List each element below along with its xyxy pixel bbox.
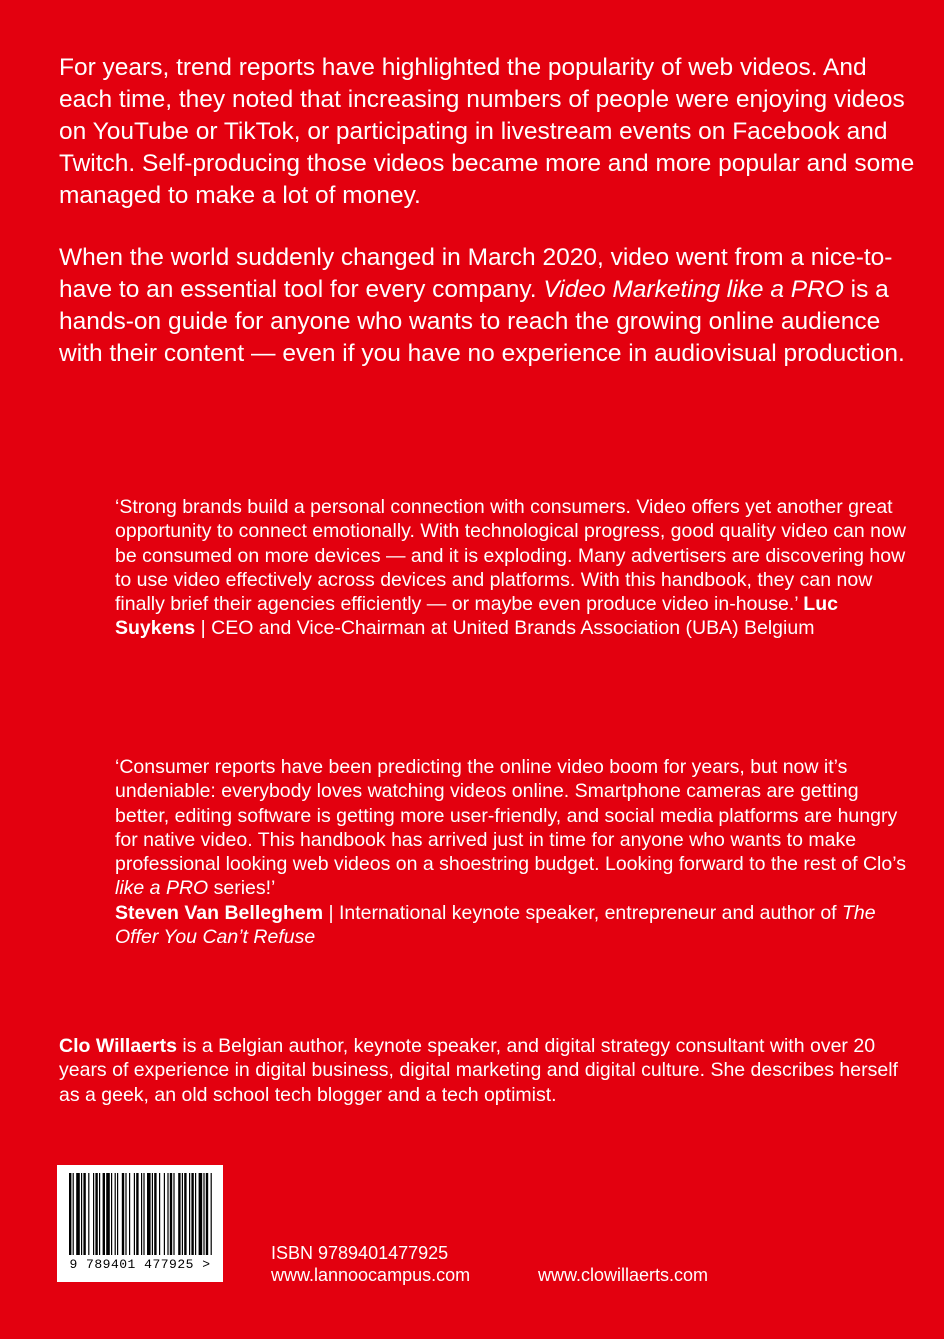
author-bio-text: is a Belgian author, keynote speaker, and digital strategy consultant with over 20 years of experience in digital business, digital marketing and digital culture. She describes herself as a geek, an old school tech blogger and a tech optimist. — [59, 1035, 898, 1106]
barcode-bar — [152, 1173, 153, 1255]
barcode-bar — [76, 1173, 80, 1255]
barcode-bar — [203, 1173, 204, 1255]
isbn-barcode — [57, 1165, 223, 1282]
intro-paragraph-1: For years, trend reports have highlighted the popularity of web videos. And each time, they noted that increasing numbers of people were enjoying videos on YouTube or TikTok, or participating in livestream events on Facebook and Twitch. Self-producing those videos became more and more popular and some managed to make a lot of money. — [59, 54, 915, 209]
barcode-bar — [115, 1173, 116, 1255]
barcode-bar — [99, 1173, 100, 1255]
barcode-digits: 9 789401 477925 > — [69, 1257, 211, 1272]
quote-2-text-end: series!’ — [208, 877, 276, 900]
intro-p2-end: is a hands-on guide for anyone who wants to reach the growing online audience with their content — even if you have no experience in audiovisual production. — [59, 276, 905, 367]
barcode-bar — [167, 1173, 168, 1255]
quote-2-text: ‘Consumer reports have been predicting the online video boom for years, but now it’s undeniable: everybody loves watching videos online. Smartphone cameras are getting better, editing software is getting more user-friendly, and social media platforms are hungry for native video. This handbook has arrived just in time for anyone who wants to make professional looking web videos on a shoestring budget. Looking forward to the rest of Clo’s — [115, 756, 906, 876]
barcode-bar — [134, 1173, 135, 1255]
quote-2-role: | International keynote speaker, entrepreneur and author of — [323, 901, 843, 924]
barcode-bar — [129, 1173, 130, 1255]
barcode-bar — [95, 1173, 97, 1255]
isbn-number: ISBN 9789401477925 — [271, 1243, 449, 1263]
book-title: Video Marketing like a PRO — [543, 276, 844, 303]
barcode-bar — [88, 1173, 89, 1255]
barcode-bar — [83, 1173, 85, 1255]
publisher-link[interactable]: www.lannoocampus.com — [271, 1265, 471, 1285]
barcode-bar — [182, 1173, 183, 1255]
barcode-bar — [111, 1173, 112, 1255]
barcode-bar — [81, 1173, 82, 1255]
quote-1-text: ‘Strong brands build a personal connection with consumers. Video offers yet another great opportunity to connect emotionally. With technological progress, good quality video can now be consumed on more devices — and it is exploding. Many advertisers are discovering how to use video effectively across devices and platforms. With this handbook, they can now finally brief their agencies efficiently — or maybe even produce video in-house.’ — [115, 496, 906, 616]
barcode-bar — [173, 1173, 174, 1255]
quote-1-role: | CEO and Vice-Chairman at United Brands Association (UBA) Belgium — [195, 617, 815, 640]
intro-paragraph-2 — [59, 242, 919, 370]
quote-1-author: Luc Suykens — [115, 593, 838, 640]
barcode-bar — [117, 1173, 118, 1255]
barcode-bar — [106, 1173, 110, 1255]
barcode-bar — [184, 1173, 186, 1255]
barcode-bar — [122, 1173, 124, 1255]
barcode-bar — [170, 1173, 172, 1255]
barcode-bar — [206, 1173, 208, 1255]
barcode-bar — [93, 1173, 94, 1255]
barcode-bar — [195, 1173, 196, 1255]
barcode-bar — [211, 1173, 212, 1255]
author-bio — [59, 1034, 919, 1107]
barcode-bar — [199, 1173, 203, 1255]
barcode-bar — [73, 1173, 74, 1255]
quote-2-author: Steven Van Belleghem — [115, 901, 324, 924]
barcode-bar — [189, 1173, 190, 1255]
barcode-bar — [103, 1173, 105, 1255]
barcode-bar — [154, 1173, 156, 1255]
barcode-bar — [143, 1173, 144, 1255]
author-website-link[interactable]: www.clowillaerts.com — [538, 1265, 709, 1285]
intro-text — [59, 52, 919, 370]
barcode-bar — [178, 1173, 180, 1255]
barcode-bars — [57, 1165, 223, 1257]
barcode-bar — [125, 1173, 126, 1255]
quote-2-series: like a PRO — [115, 877, 209, 900]
barcode-bar — [136, 1173, 138, 1255]
intro-p2-start: When the world suddenly changed in March 2020, video went from a nice-to-have to an essential tool for every company. — [59, 244, 893, 303]
barcode-bar — [191, 1173, 193, 1255]
endorsement-quote-1 — [115, 495, 915, 641]
barcode-bar — [147, 1173, 151, 1255]
barcode-bar — [159, 1173, 160, 1255]
endorsement-quote-2 — [115, 755, 915, 949]
quote-2-book: The Offer You Can’t Refuse — [115, 901, 876, 949]
barcode-bar — [164, 1173, 165, 1255]
barcode-bar — [69, 1173, 71, 1255]
author-name: Clo Willaerts — [59, 1035, 177, 1057]
barcode-bar — [141, 1173, 142, 1255]
